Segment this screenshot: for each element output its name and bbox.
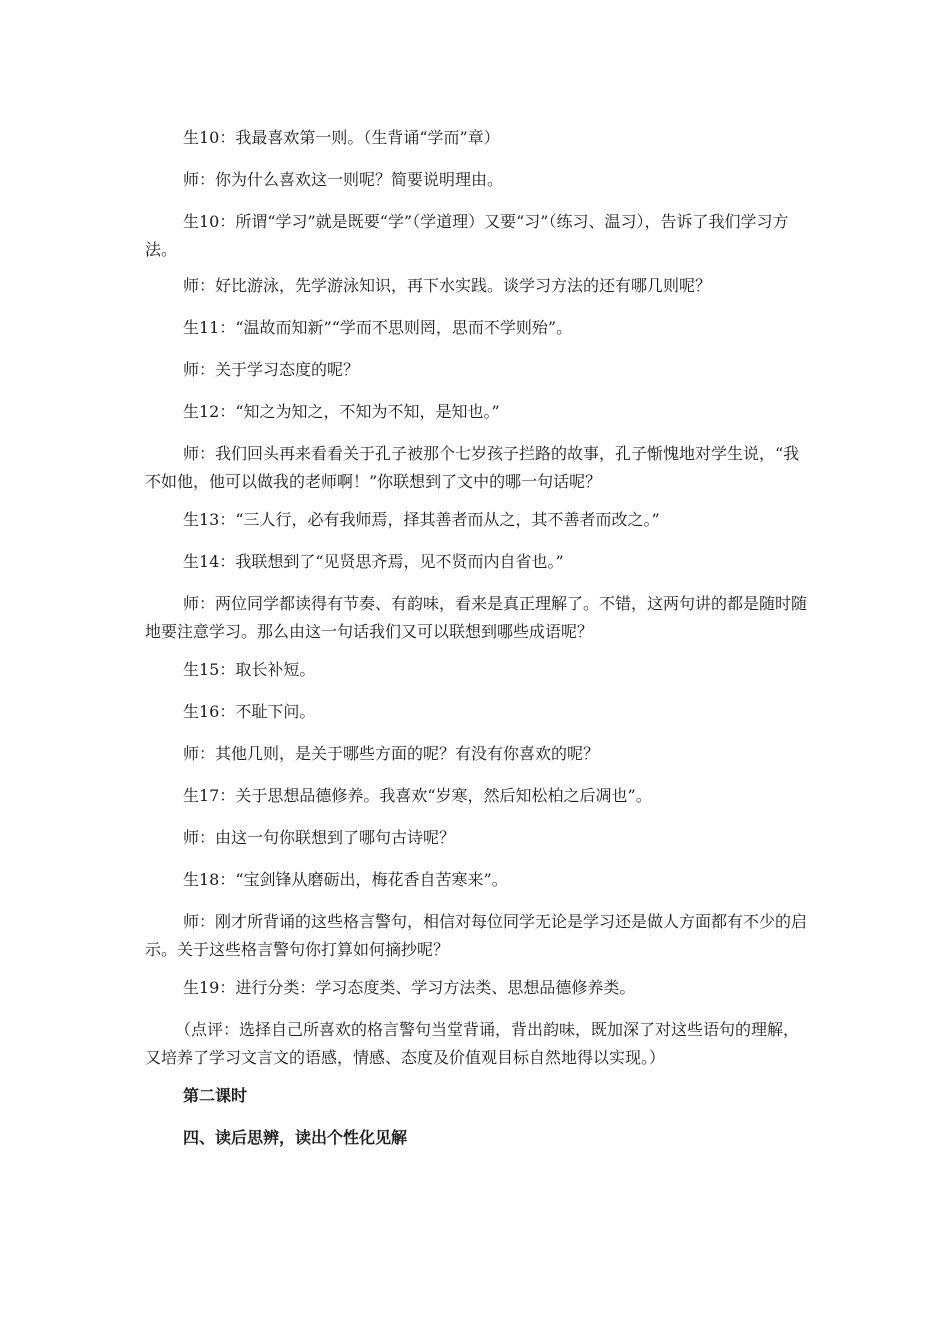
dialogue-line: 生13：“三人行，必有我师焉，择其善者而从之，其不善者而改之。” [183,510,660,529]
dialogue-line: 生10：我最喜欢第一则。（生背诵“学而”章） [183,128,500,147]
dialogue-line: 师：我们回头再来看看关于孔子被那个七岁孩子拦路的故事，孔子惭愧地对学生说，“我不如他，他可以做我的老师啊！”你联想到了文中的哪一句话呢？ [145,444,800,491]
dialogue-line: 生14：我联想到了“见贤思齐焉，见不贤而内自省也。” [183,552,564,571]
dialogue-line: 师：你为什么喜欢这一则呢？简要说明理由。 [183,170,504,189]
dialogue-line: 生11：“温故而知新”“学而不思则罔，思而不学则殆”。 [183,318,573,337]
dialogue-line: 师：刚才所背诵的这些格言警句，相信对每位同学无论是学习还是做人方面都有不少的启示。关于这些格言警句你打算如何摘抄呢？ [145,912,808,959]
dialogue-line: 师：两位同学都读得有节奏、有韵味，看来是真正理解了。不错，这两句讲的都是随时随地要注意学习。那么由这一句话我们又可以联想到哪些成语呢？ [145,594,808,641]
section-heading: 四、读后思辨，读出个性化见解 [183,1128,408,1147]
dialogue-line: 生15：取长补短。 [183,660,316,679]
dialogue-line: 师：关于学习态度的呢？ [183,360,360,379]
teacher-comment: （点评：选择自己所喜欢的格言警句当堂背诵，背出韵味，既加深了对这些语句的理解，又培养了学习文言文的语感，情感、态度及价值观目标自然地得以实现。） [145,1020,800,1067]
dialogue-line: 生19：进行分类：学习态度类、学习方法类、思想品德修养类。 [183,978,636,997]
section-heading-lesson: 第二课时 [183,1086,248,1105]
dialogue-line: 师：其他几则，是关于哪些方面的呢？有没有你喜欢的呢？ [183,744,600,763]
dialogue-line: 生12：“知之为知之，不知为不知，是知也。” [183,402,500,421]
dialogue-line: 生18：“宝剑锋从磨砺出，梅花香自苦寒来”。 [183,870,508,889]
dialogue-line: 师：由这一句你联想到了哪句古诗呢？ [183,828,456,847]
dialogue-line: 生17：关于思想品德修养。我喜欢“岁寒，然后知松柏之后凋也”。 [183,786,652,805]
dialogue-line: 师：好比游泳，先学游泳知识，再下水实践。谈学习方法的还有哪几则呢？ [183,276,712,295]
dialogue-line: 生16：不耻下问。 [183,702,316,721]
dialogue-line: 生10：所谓“学习”就是既要“学”（学道理）又要“习”（练习、温习），告诉了我们学习方法。 [145,212,789,259]
